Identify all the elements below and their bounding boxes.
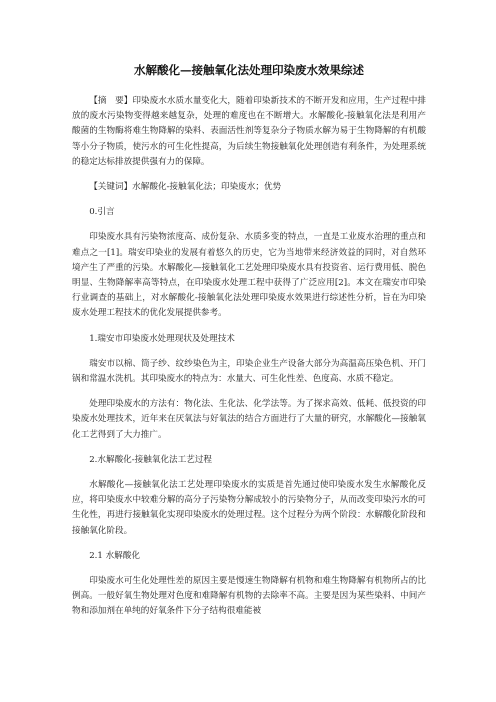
paragraph-2-1: 印染废水可生化处理性差的原因主要是慢速生物降解有机物和难生物降解有机物所占的比例高。一般好氧生物处理对色度和难降解有机物的去除率不高。主要是因为某些染料、中间产物和添加剂在单纯的好氧条件下分子结构很难能被 [72,576,426,617]
paragraph-2: 水解酸化—接触氧化法工艺处理印染废水的实质是首先通过使印染废水发生水解酸化反应，将印染废水中较难分解的高分子污染物分解成较小的污染物分子，从而改变印染污水的可生化性，再进行接触氧化实现印染废水的处理过程。这个过程分为两个阶段：水解酸化阶段和接触氧化阶段。 [72,480,426,536]
paper-title: 水解酸化—接触氧化法处理印染废水效果综述 [134,63,364,77]
section-heading-1: 1.瑞安市印染废水处理现状及处理技术 [89,333,235,344]
section-heading-2-1: 2.1 水解酸化 [89,550,140,561]
abstract: 【摘 要】印染废水水质水量变化大，随着印染新技术的不断开发和应用，生产过程中排放的废水污染物变得越来越复杂，处理的难度也在不断增大。水解酸化-接触氧化法是利用产酸菌的生物酶将难生物降解的染料、表面活性剂等复杂分子物质水解为易于生物降解的有机酸等小分子物质，使污水的可生化性提高，为后续生物接触氧化处理创造有利条件，为处理系统的稳定达标排放提供强有力的保障。 [72,96,426,167]
section-heading-intro: 0.引言 [89,207,115,218]
section-heading-2: 2.水解酸化-接触氧化法工艺过程 [89,454,213,465]
paragraph-1b: 处理印染废水的方法有：物化法、生化法、化学法等。为了探求高效、低耗、低投资的印染废水处理技术，近年来在厌氧法与好氧法的结合方面进行了大量的研究，水解酸化—接触氧化工艺得到了大力推广。 [72,399,426,440]
paragraph-intro: 印染废水具有污染物浓度高、成份复杂、水质多变的特点，一直是工业废水治理的重点和难点之一[1]。瑞安印染业的发展有着悠久的历史，它为当地带来经济效益的同时，对自然环境产生了严重的污染。水解酸化—接触氧化工艺处理印染废水具有投资省、运行费用低、脱色明显、生物降解率高等特点，在印染废水处理工程中获得了广泛应用[2]。本文在瑞安市印染行业调查的基础上，对水解酸化-接触氧化法处理印染废水效果进行综述性分析，旨在为印染废水处理工程技术的优化发展提供参考。 [72,232,426,319]
keywords: 【关键词】水解酸化-接触氧化法；印染废水；优势 [89,182,282,193]
paragraph-1a: 瑞安市以棉、筒子纱、纹纱染色为主，印染企业生产设备大部分为高温高压染色机、开门锅和常温水洗机。其印染废水的特点为：水量大、可生化性差、色度高、水质不稳定。 [72,358,426,385]
